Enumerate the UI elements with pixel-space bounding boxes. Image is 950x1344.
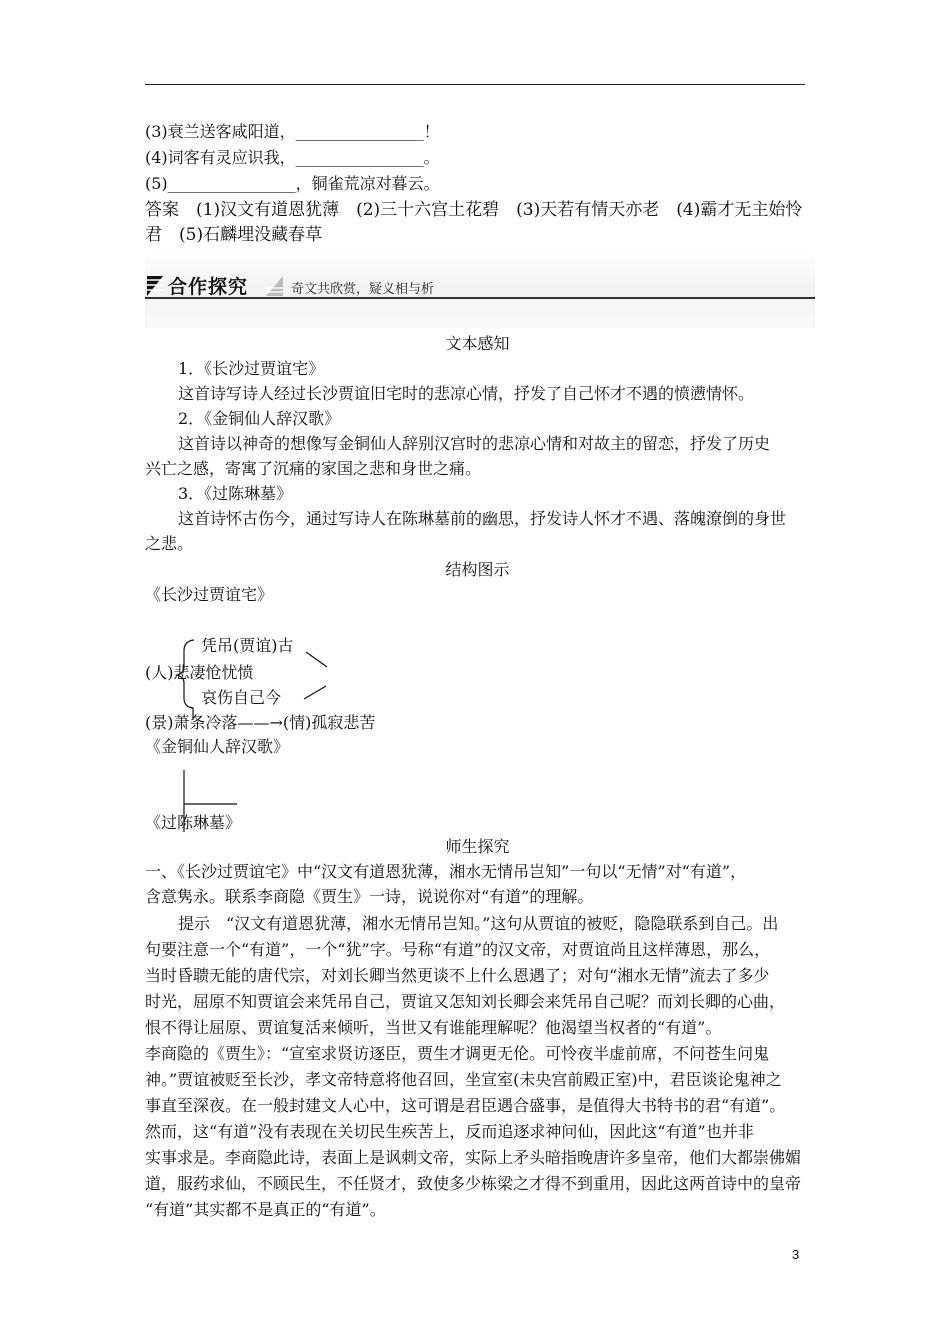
banner-subtitle: 奇文共欣赏，疑义相与析 bbox=[291, 282, 435, 297]
structure-branch-top: 凭吊(贾谊)古 bbox=[201, 636, 294, 655]
structure-scene-row: (景)萧条冷落——→(情)孤寂悲苦 bbox=[145, 713, 376, 732]
structure-branch-bottom: 哀伤自己今 bbox=[201, 688, 282, 707]
structure-left-label: (人)悲凄怆忧愤 bbox=[145, 663, 254, 682]
perception-item-3-title: 3．《过陈琳墓》 bbox=[178, 484, 293, 503]
hint-line-12: “有道”其实都不是真正的“有道”。 bbox=[145, 1200, 386, 1219]
structure-poem-1: 《长沙过贾谊宅》 bbox=[145, 585, 274, 604]
perception-item-3-text: 这首诗怀古伤今，通过写诗人在陈琳墓前的幽思，抒发诗人怀才不遇、落魄潦倒的身世 bbox=[178, 509, 787, 528]
perception-item-1-title: 1．《长沙过贾谊宅》 bbox=[178, 359, 325, 378]
fill-in-3: (3)衰兰送客咸阳道，________________！ bbox=[145, 122, 440, 141]
structure-brace-icon bbox=[177, 640, 194, 720]
inquiry-question-1: 一、《长沙过贾谊宅》中“汉文有道恩犹薄，湘水无情吊岂知”一句以“无情”对“有道”， bbox=[145, 862, 747, 881]
hint-line-10: 实事求是。李商隐此诗，表面上是讽刺文帝，实际上矛头暗指晚唐许多皇帝，他们大都崇佛媚 bbox=[145, 1148, 802, 1167]
structure-poem-2: 《金铜仙人辞汉歌》 bbox=[145, 737, 290, 756]
hint-line-9: 然而，这“有道”没有表现在关切民生疾苦上，反而追逐求神问仙，因此这“有道”也并非 bbox=[145, 1122, 754, 1141]
inquiry-question-2: 含意隽永。联系李商隐《贾生》一诗，说说你对“有道”的理解。 bbox=[145, 887, 594, 906]
structure-arrow-down-icon bbox=[306, 652, 327, 667]
perception-item-3-text-cont: 之悲。 bbox=[145, 534, 194, 553]
answer-line-2: 君 (5)石麟埋没藏春草 bbox=[145, 225, 323, 245]
perception-item-2-text-cont: 兴亡之感，寄寓了沉痛的家国之悲和身世之痛。 bbox=[145, 459, 482, 478]
perception-item-2-title: 2．《金铜仙人辞汉歌》 bbox=[178, 409, 341, 428]
fill-in-5: (5)________________，铜雀荒凉对暮云。 bbox=[145, 174, 440, 193]
hint-line-2: 句要注意一个“有道”，一个“犹”字。号称“有道”的汉文帝，对贾谊尚且这样薄恩，那么， bbox=[145, 940, 771, 959]
page-number: 3 bbox=[792, 1247, 800, 1262]
banner-title: 合作探究 bbox=[168, 276, 249, 298]
hint-line-8: 事直至深夜。在一般封建文人心中，这可谓是君臣遇合盛事，是值得大书特书的君“有道”。 bbox=[145, 1096, 786, 1115]
perception-item-2-text: 这首诗以神奇的想像写金铜仙人辞别汉宫时的悲凉心情和对故主的留恋，抒发了历史 bbox=[178, 434, 771, 453]
hint-line-6: 李商隐的《贾生》：“宣室求贤访逐臣，贾生才调更无伦。可怜夜半虚前席，不问苍生问鬼 bbox=[145, 1044, 770, 1063]
inquiry-heading: 师生探究 bbox=[445, 837, 510, 856]
hint-line-4: 时光，屈原不知贾谊会来凭吊自己，贾谊又怎知刘长卿会来凭吊自己呢？而刘长卿的心曲， bbox=[145, 992, 786, 1011]
hint-line-7: 神。”贾谊被贬至长沙，孝文帝特意将他召回，坐宣室(未央宫前殿正室)中，君臣谈论鬼神之 bbox=[145, 1070, 782, 1089]
hint-line-1: 提示 “汉文有道恩犹薄，湘水无情吊岂知。”这句从贾谊的被贬，隐隐联系到自己。出 bbox=[178, 914, 779, 933]
perception-item-1-text: 这首诗写诗人经过长沙贾谊旧宅时的悲凉心情，抒发了自己怀才不遇的愤懑情怀。 bbox=[178, 384, 755, 403]
fill-in-4: (4)词客有灵应识我，________________。 bbox=[145, 148, 440, 167]
structure-poem-3: 《过陈琳墓》 bbox=[145, 813, 242, 832]
structure-arrow-up-icon bbox=[304, 686, 326, 699]
hint-line-3: 当时昏聩无能的唐代宗，对刘长卿当然更谈不上什么恩遇了；对句“湘水无情”流去了多少 bbox=[145, 966, 770, 985]
hint-line-5: 恨不得让屈原、贾谊复活来倾听，当世又有谁能理解呢？他渴望当权者的“有道”。 bbox=[145, 1018, 722, 1037]
structure-heading: 结构图示 bbox=[445, 560, 510, 579]
perception-heading: 文本感知 bbox=[445, 334, 510, 353]
answer-line-1: 答案 (1)汉文有道恩犹薄 (2)三十六宫土花碧 (3)天若有情天亦老 (4)霸才无主始怜 bbox=[145, 200, 803, 220]
hint-line-11: 道，服药求仙，不顾民生，不任贤才，致使多少栋梁之才得不到重用，因此这两首诗中的皇帝 bbox=[145, 1174, 802, 1193]
